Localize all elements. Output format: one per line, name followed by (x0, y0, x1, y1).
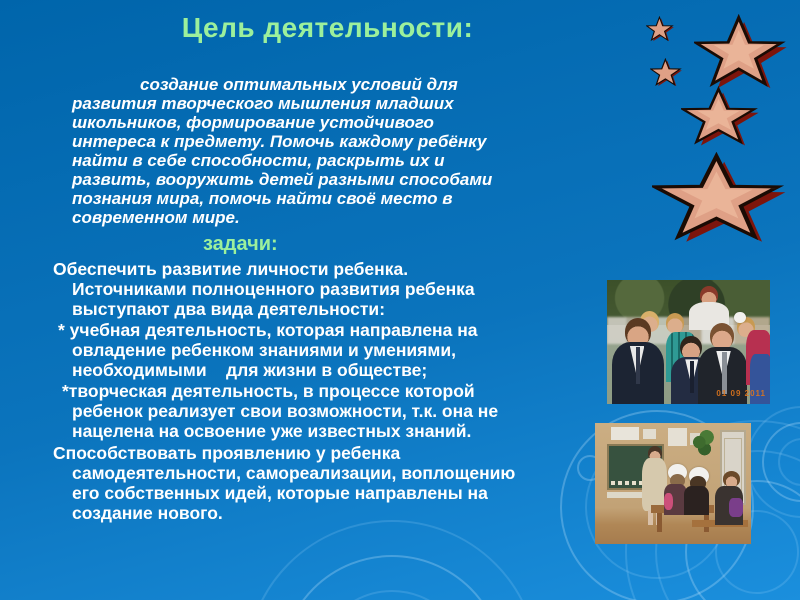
task-line: Способствовать проявлению у ребенка (53, 443, 401, 463)
photo-child (664, 493, 673, 510)
slide-title: Цель деятельности: (181, 12, 474, 43)
goal-line: интереса к предмету. Помочь каждому ребёнку (72, 132, 487, 151)
star-icon (652, 152, 786, 244)
goal-line: познания мира, помочь найти своё место в (72, 189, 453, 208)
task-line: * учебная деятельность, которая направлена на (58, 320, 478, 340)
photo-school-lineup (607, 280, 770, 404)
task-line: создание нового. (72, 503, 223, 523)
task-line: самодеятельности, самореализации, воплощению (72, 463, 516, 483)
goal-line: развития творческого мышления младших (72, 94, 454, 113)
task-line: Обеспечить развитие личности ребенка. (53, 259, 409, 279)
photo-classroom (595, 423, 751, 544)
ripple-decoration (245, 520, 539, 600)
photo-paper (643, 429, 655, 439)
star-icon (694, 14, 787, 90)
task-line: необходимыми для жизни в обществе; (72, 360, 428, 380)
tasks-subtitle: задачи: (203, 233, 278, 255)
photo-plant (693, 429, 713, 462)
task-line: выступают два вида деятельности: (72, 299, 386, 319)
star-icon (646, 16, 674, 42)
photo-person (666, 313, 684, 333)
goal-line: развить, вооружить детей разными способами (72, 170, 493, 189)
task-line: его собственных идей, которые направлены на (72, 483, 488, 503)
photo-child (723, 471, 740, 487)
task-line: *творческая деятельность, в процессе которой (62, 381, 475, 401)
photo-poster (668, 428, 687, 446)
task-paragraph (53, 259, 475, 319)
photo-tie (636, 347, 641, 384)
photo-timestamp: 01 09 2011 (716, 389, 766, 398)
photo-hair-bow (734, 312, 745, 323)
goal-line: найти в себе способности, раскрыть их и (72, 151, 445, 170)
task-paragraph (58, 320, 478, 380)
photo-tie (722, 352, 727, 394)
photo-person (680, 336, 701, 360)
photo-tie (690, 361, 694, 393)
photo-person (710, 323, 734, 349)
goal-line: школьников, формирование устойчивого (72, 113, 434, 132)
task-line: овладение ребенком знаниями и умениями, (72, 340, 456, 360)
goal-paragraph (72, 75, 492, 227)
goal-line: создание оптимальных условий для (140, 75, 458, 94)
star-icon (681, 86, 759, 147)
task-paragraph (53, 443, 515, 523)
task-line: нацелена на освоение уже известных знаний. (72, 421, 472, 441)
photo-desk (657, 513, 662, 532)
photo-backpack (729, 498, 743, 517)
task-line: Источниками полноценного развития ребенка (72, 279, 475, 299)
task-paragraph (62, 381, 498, 441)
photo-paper (611, 427, 639, 440)
goal-line: современном мире. (72, 208, 240, 227)
star-icon (650, 58, 682, 87)
task-line: ребенок реализует свои возможности, т.к. она не (72, 401, 499, 421)
photo-child (684, 486, 709, 515)
